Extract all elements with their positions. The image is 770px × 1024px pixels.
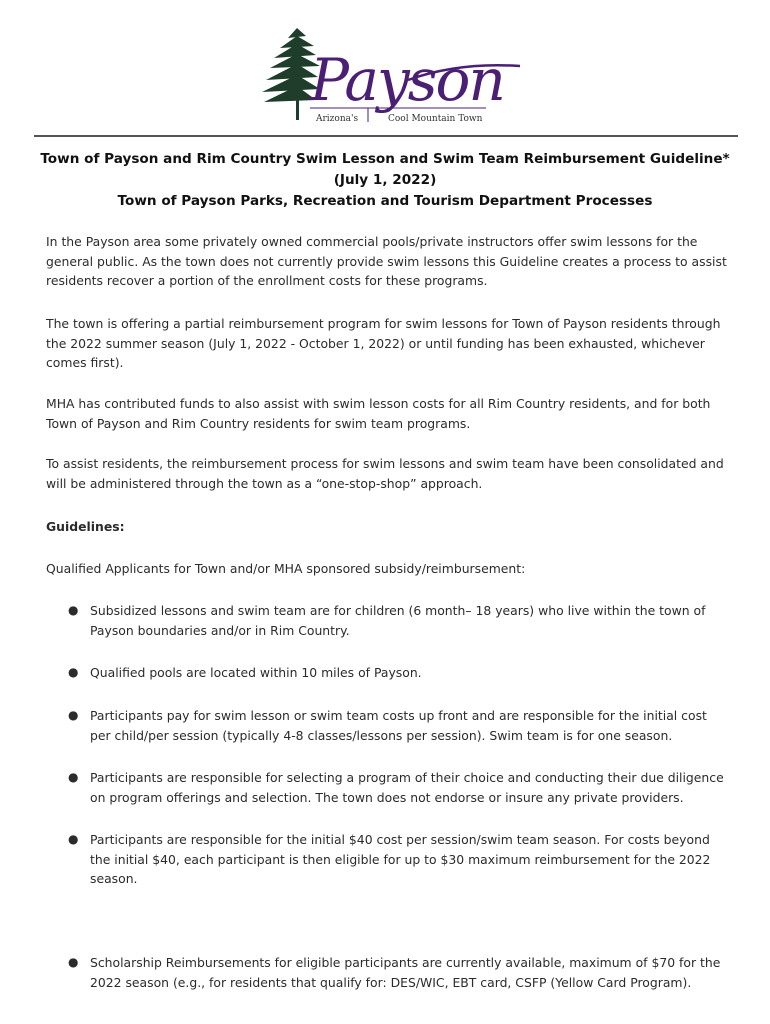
heading-line-2: (July 1, 2022) [333, 172, 437, 188]
logo-tagline-right: Cool Mountain Town [388, 114, 483, 124]
guidelines-label: Guidelines: [46, 519, 125, 534]
payson-logo [258, 22, 520, 130]
paragraph-town-offer: The town is offering a partial reimbursement program for swim lessons for Town of Payson residents through the 2022 summer season (July 1, 2022 - October 1, 2022) or until funding has been exhausted, whichever comes first). [46, 316, 721, 370]
bullet-icon: ● [68, 770, 79, 784]
logo-wordmark: Payson [310, 46, 504, 114]
heading-line-1: Town of Payson and Rim Country Swim Lesson and Swim Team Reimbursement Guideline* [40, 151, 730, 167]
bullet-icon: ● [68, 708, 79, 722]
document-heading [30, 149, 740, 212]
header-divider [34, 135, 738, 137]
heading-line-3: Town of Payson Parks, Recreation and Tourism Department Processes [117, 193, 653, 209]
paragraph-mha: MHA has contributed funds to also assist with swim lesson costs for all Rim Country residents, and for both Town of Payson and Rim Country residents for swim team programs. [46, 396, 711, 431]
qualified-label: Qualified Applicants for Town and/or MHA sponsored subsidy/reimbursement: [46, 561, 526, 576]
paragraph-intro: In the Payson area some privately owned commercial pools/private instructors offer swim lessons for the general public. As the town does not currently provide swim lessons this Guideline creates a process to assist residents recover a portion of the enrollment costs for these programs. [46, 234, 727, 288]
bullet-icon: ● [68, 955, 79, 969]
paragraph-consolidated: To assist residents, the reimbursement process for swim lessons and swim team have been consolidated and will be administered through the town as a “one-stop-shop” approach. [46, 456, 724, 491]
bullet-icon: ● [68, 665, 79, 679]
bullet-icon: ● [68, 832, 79, 846]
logo-tagline-left: Arizona's [316, 114, 359, 124]
bullet-icon: ● [68, 603, 79, 617]
